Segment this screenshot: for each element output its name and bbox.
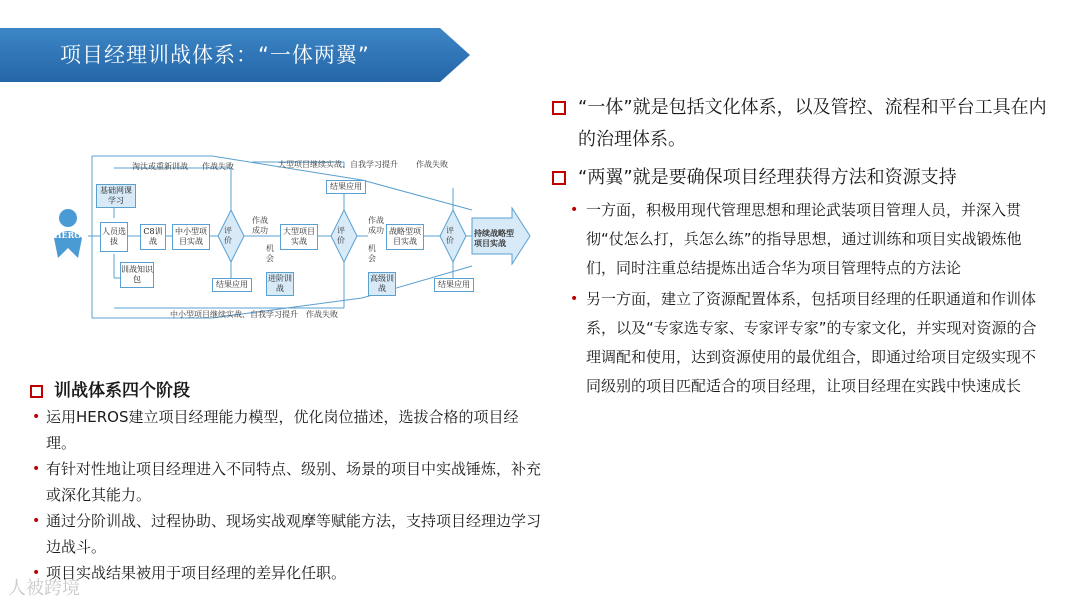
label-fail-1: 作战失败 (202, 162, 234, 171)
box-small-project: 中小型项目实战 (172, 224, 210, 250)
square-bullet-icon (552, 171, 566, 185)
box-continuous-strategic: 持续战略型项目实战 (474, 228, 514, 248)
sub-bullet-two-text: 另一方面，建立了资源配置体系，包括项目经理的任职通道和作训体系，以及“专家选专家、专家评专家”的专家文化，并实现对资源的合理调配和使用，达到资源使用的最优组合，即通过给项目定级实现不同级别的项目匹配适合的项目经理，让项目经理在实践中快速成长 (586, 290, 1037, 395)
dot-bullet-icon: • (32, 513, 41, 529)
eval-1: 评价 (224, 226, 232, 245)
square-bullet-icon (552, 101, 566, 115)
bullet-two-wings (548, 162, 1048, 194)
label-big-continue: 大型项目继续实战、自我学习提升 (278, 160, 398, 169)
bullet-two-wings-text: “两翼”就是要确保项目经理获得方法和资源支持 (578, 167, 957, 188)
stage-item-text: 有针对性地让项目经理进入不同特点、级别、场景的项目中实战锤炼，补充或深化其能力。 (46, 460, 542, 504)
four-stages-section (28, 378, 548, 586)
bullet-one-body-text: “一体”就是包括文化体系，以及管控、流程和平台工具在内的治理体系。 (578, 97, 1047, 150)
stage-item (28, 404, 548, 456)
dot-bullet-icon: • (570, 291, 579, 307)
bullet-one-body (548, 92, 1048, 156)
box-strategic-project: 战略型项目实战 (386, 224, 424, 250)
box-high-training: 高级训战 (368, 272, 396, 296)
label-chance-2: 机会 (368, 244, 376, 263)
heros-label: HEROS (54, 230, 88, 240)
label-chance-1: 机会 (266, 244, 274, 263)
label-win-1: 作战成功 (252, 216, 268, 235)
label-win-2: 作战成功 (368, 216, 384, 235)
watermark: 人被跨境 (8, 578, 80, 599)
dot-bullet-icon: • (570, 202, 579, 218)
stage-item (28, 508, 548, 560)
box-apply-3: 结果应用 (434, 278, 474, 292)
box-apply-2: 结果应用 (326, 180, 366, 194)
label-fail-2: 作战失败 (416, 160, 448, 169)
sub-bullet-one-text: 一方面，积极用现代管理思想和理论武装项目管理人员，并深入贯彻“仗怎么打，兵怎么练”的指导思想，通过训练和项目实战锻炼他们，同时注重总结提炼出适合华为项目管理特点的方法论 (586, 201, 1022, 277)
title-banner (0, 28, 470, 82)
box-selection: 人员选拔 (100, 222, 128, 252)
label-retrain: 淘汰或重新训战 (132, 162, 188, 171)
stage-item (28, 560, 548, 586)
right-content (548, 92, 1048, 401)
box-big-project: 大型项目实战 (280, 224, 318, 250)
box-advanced-training: 进阶训战 (266, 272, 294, 296)
sub-bullet-two (548, 285, 1048, 401)
box-c8: C8训战 (140, 224, 166, 250)
stage-item (28, 456, 548, 508)
eval-3: 评价 (446, 226, 454, 245)
page-title: 项目经理训战体系：“一体两翼” (60, 43, 370, 67)
stage-item-text: 通过分阶训战、过程协助、现场实战观摩等赋能方法，支持项目经理边学习边战斗。 (46, 512, 542, 556)
four-stages-heading (28, 378, 548, 404)
stage-item-text: 项目实战结果被用于项目经理的差异化任职。 (46, 564, 347, 582)
label-small-continue: 中小型项目继续实战、自我学习提升 作战失败 (170, 310, 338, 319)
sub-bullet-one (548, 196, 1048, 283)
box-basic-course: 基础网课学习 (96, 184, 136, 208)
stage-item-text: 运用HEROS建立项目经理能力模型，优化岗位描述，选拔合格的项目经理。 (46, 408, 519, 452)
box-apply-1: 结果应用 (212, 278, 252, 292)
four-stages-heading-text: 训战体系四个阶段 (54, 381, 190, 401)
box-knowledge-pack: 训战知识包 (120, 262, 154, 288)
training-flow-diagram (52, 148, 532, 326)
dot-bullet-icon: • (32, 565, 41, 581)
square-bullet-icon (30, 385, 43, 398)
dot-bullet-icon: • (32, 409, 41, 425)
dot-bullet-icon: • (32, 461, 41, 477)
eval-2: 评价 (337, 226, 345, 245)
